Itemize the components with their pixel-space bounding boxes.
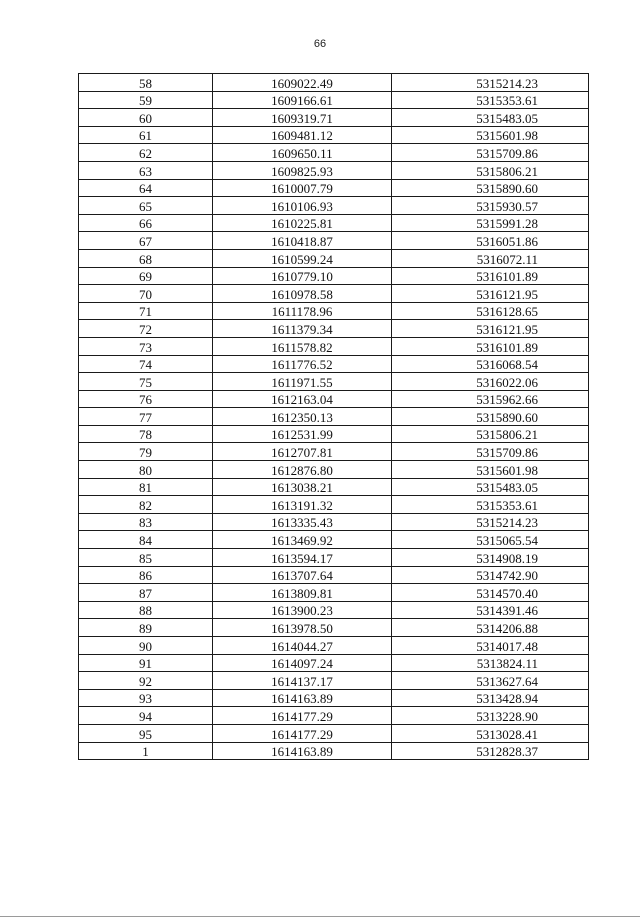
x-coordinate-cell: 1612163.04 [213, 390, 392, 408]
x-coordinate-cell: 1613900.23 [213, 601, 392, 619]
x-coordinate-cell: 1610007.79 [213, 179, 392, 197]
x-coordinate-cell: 1611178.96 [213, 302, 392, 320]
y-coordinate-cell: 5313428.94 [392, 689, 589, 707]
point-number-cell: 92 [79, 672, 213, 690]
y-coordinate-cell: 5315214.23 [392, 513, 589, 531]
table-row [79, 707, 589, 725]
x-coordinate-cell: 1612531.99 [213, 425, 392, 443]
point-number-cell: 88 [79, 601, 213, 619]
point-number-cell: 75 [79, 373, 213, 391]
y-coordinate-cell: 5315709.86 [392, 144, 589, 162]
y-coordinate-cell: 5315709.86 [392, 443, 589, 461]
point-number-cell: 79 [79, 443, 213, 461]
y-coordinate-cell: 5315601.98 [392, 461, 589, 479]
table-row [79, 179, 589, 197]
y-coordinate-cell: 5313028.41 [392, 724, 589, 742]
y-coordinate-cell: 5316121.95 [392, 320, 589, 338]
y-coordinate-cell: 5314391.46 [392, 601, 589, 619]
x-coordinate-cell: 1610978.58 [213, 285, 392, 303]
point-number-cell: 58 [79, 74, 213, 92]
table-row [79, 425, 589, 443]
x-coordinate-cell: 1612350.13 [213, 408, 392, 426]
point-number-cell: 60 [79, 109, 213, 127]
x-coordinate-cell: 1614177.29 [213, 707, 392, 725]
y-coordinate-cell: 5315930.57 [392, 197, 589, 215]
point-number-cell: 91 [79, 654, 213, 672]
x-coordinate-cell: 1614137.17 [213, 672, 392, 690]
x-coordinate-cell: 1613038.21 [213, 478, 392, 496]
point-number-cell: 61 [79, 126, 213, 144]
table-row [79, 461, 589, 479]
table-row [79, 337, 589, 355]
point-number-cell: 70 [79, 285, 213, 303]
y-coordinate-cell: 5314908.19 [392, 549, 589, 567]
point-number-cell: 78 [79, 425, 213, 443]
y-coordinate-cell: 5315806.21 [392, 161, 589, 179]
table-row [79, 601, 589, 619]
table-row [79, 197, 589, 215]
table-row [79, 355, 589, 373]
point-number-cell: 94 [79, 707, 213, 725]
point-number-cell: 74 [79, 355, 213, 373]
y-coordinate-cell: 5316022.06 [392, 373, 589, 391]
table-row [79, 232, 589, 250]
y-coordinate-cell: 5315962.66 [392, 390, 589, 408]
point-number-cell: 95 [79, 724, 213, 742]
x-coordinate-cell: 1613809.81 [213, 584, 392, 602]
point-number-cell: 62 [79, 144, 213, 162]
point-number-cell: 85 [79, 549, 213, 567]
y-coordinate-cell: 5315065.54 [392, 531, 589, 549]
y-coordinate-cell: 5316068.54 [392, 355, 589, 373]
table-row [79, 672, 589, 690]
table-row [79, 249, 589, 267]
y-coordinate-cell: 5314206.88 [392, 619, 589, 637]
point-number-cell: 71 [79, 302, 213, 320]
y-coordinate-cell: 5313627.64 [392, 672, 589, 690]
x-coordinate-cell: 1609166.61 [213, 91, 392, 109]
x-coordinate-cell: 1614097.24 [213, 654, 392, 672]
table-row [79, 742, 589, 760]
point-number-cell: 89 [79, 619, 213, 637]
y-coordinate-cell: 5316128.65 [392, 302, 589, 320]
y-coordinate-cell: 5314017.48 [392, 637, 589, 655]
point-number-cell: 82 [79, 496, 213, 514]
table-row [79, 161, 589, 179]
x-coordinate-cell: 1610106.93 [213, 197, 392, 215]
y-coordinate-cell: 5316101.89 [392, 267, 589, 285]
point-number-cell: 73 [79, 337, 213, 355]
table-row [79, 373, 589, 391]
x-coordinate-cell: 1609650.11 [213, 144, 392, 162]
point-number-cell: 72 [79, 320, 213, 338]
table-row [79, 214, 589, 232]
y-coordinate-cell: 5315890.60 [392, 408, 589, 426]
x-coordinate-cell: 1613594.17 [213, 549, 392, 567]
table-row [79, 584, 589, 602]
y-coordinate-cell: 5315601.98 [392, 126, 589, 144]
table-row [79, 496, 589, 514]
x-coordinate-cell: 1609825.93 [213, 161, 392, 179]
point-number-cell: 90 [79, 637, 213, 655]
x-coordinate-cell: 1613469.92 [213, 531, 392, 549]
x-coordinate-cell: 1613335.43 [213, 513, 392, 531]
x-coordinate-cell: 1611776.52 [213, 355, 392, 373]
table-row [79, 689, 589, 707]
y-coordinate-cell: 5315991.28 [392, 214, 589, 232]
y-coordinate-cell: 5315806.21 [392, 425, 589, 443]
y-coordinate-cell: 5315353.61 [392, 496, 589, 514]
table-row [79, 91, 589, 109]
x-coordinate-cell: 1613978.50 [213, 619, 392, 637]
y-coordinate-cell: 5313824.11 [392, 654, 589, 672]
point-number-cell: 93 [79, 689, 213, 707]
y-coordinate-cell: 5312828.37 [392, 742, 589, 760]
point-number-cell: 86 [79, 566, 213, 584]
point-number-cell: 76 [79, 390, 213, 408]
table-row [79, 443, 589, 461]
x-coordinate-cell: 1614177.29 [213, 724, 392, 742]
y-coordinate-cell: 5313228.90 [392, 707, 589, 725]
coordinates-table-body [79, 74, 589, 760]
x-coordinate-cell: 1613191.32 [213, 496, 392, 514]
point-number-cell: 68 [79, 249, 213, 267]
x-coordinate-cell: 1610418.87 [213, 232, 392, 250]
y-coordinate-cell: 5315483.05 [392, 478, 589, 496]
table-row [79, 724, 589, 742]
point-number-cell: 84 [79, 531, 213, 549]
table-row [79, 549, 589, 567]
y-coordinate-cell: 5315890.60 [392, 179, 589, 197]
table-row [79, 267, 589, 285]
point-number-cell: 59 [79, 91, 213, 109]
table-row [79, 408, 589, 426]
x-coordinate-cell: 1612876.80 [213, 461, 392, 479]
table-row [79, 126, 589, 144]
x-coordinate-cell: 1614163.89 [213, 742, 392, 760]
x-coordinate-cell: 1613707.64 [213, 566, 392, 584]
point-number-cell: 63 [79, 161, 213, 179]
y-coordinate-cell: 5316101.89 [392, 337, 589, 355]
table-row [79, 531, 589, 549]
table-row [79, 390, 589, 408]
x-coordinate-cell: 1611578.82 [213, 337, 392, 355]
table-row [79, 320, 589, 338]
point-number-cell: 87 [79, 584, 213, 602]
table-row [79, 566, 589, 584]
x-coordinate-cell: 1611379.34 [213, 320, 392, 338]
point-number-cell: 65 [79, 197, 213, 215]
table-row [79, 619, 589, 637]
point-number-cell: 66 [79, 214, 213, 232]
y-coordinate-cell: 5315483.05 [392, 109, 589, 127]
table-row [79, 74, 589, 92]
table-row [79, 478, 589, 496]
x-coordinate-cell: 1610779.10 [213, 267, 392, 285]
table-row [79, 513, 589, 531]
point-number-cell: 77 [79, 408, 213, 426]
x-coordinate-cell: 1612707.81 [213, 443, 392, 461]
x-coordinate-cell: 1614044.27 [213, 637, 392, 655]
y-coordinate-cell: 5315353.61 [392, 91, 589, 109]
page-number: 66 [313, 38, 327, 50]
point-number-cell: 67 [79, 232, 213, 250]
y-coordinate-cell: 5316051.86 [392, 232, 589, 250]
y-coordinate-cell: 5315214.23 [392, 74, 589, 92]
table-row [79, 654, 589, 672]
table-row [79, 144, 589, 162]
y-coordinate-cell: 5314742.90 [392, 566, 589, 584]
y-coordinate-cell: 5316121.95 [392, 285, 589, 303]
table-row [79, 637, 589, 655]
table-row [79, 302, 589, 320]
point-number-cell: 64 [79, 179, 213, 197]
table-row [79, 109, 589, 127]
x-coordinate-cell: 1614163.89 [213, 689, 392, 707]
x-coordinate-cell: 1609022.49 [213, 74, 392, 92]
x-coordinate-cell: 1609319.71 [213, 109, 392, 127]
point-number-cell: 81 [79, 478, 213, 496]
point-number-cell: 69 [79, 267, 213, 285]
point-number-cell: 1 [79, 742, 213, 760]
x-coordinate-cell: 1610225.81 [213, 214, 392, 232]
y-coordinate-cell: 5316072.11 [392, 249, 589, 267]
coordinates-table [78, 73, 589, 760]
y-coordinate-cell: 5314570.40 [392, 584, 589, 602]
x-coordinate-cell: 1609481.12 [213, 126, 392, 144]
point-number-cell: 83 [79, 513, 213, 531]
page-bottom-edge [0, 916, 640, 917]
table-row [79, 285, 589, 303]
x-coordinate-cell: 1611971.55 [213, 373, 392, 391]
x-coordinate-cell: 1610599.24 [213, 249, 392, 267]
point-number-cell: 80 [79, 461, 213, 479]
